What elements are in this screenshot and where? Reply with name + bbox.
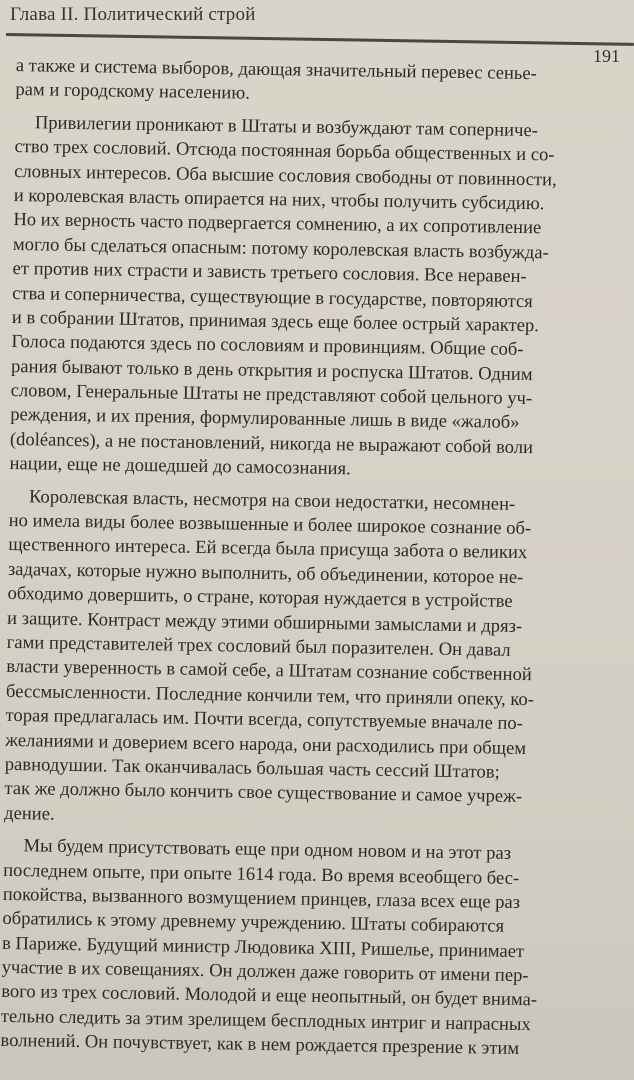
text-line: (doléances), а не постановлений, никогда не выражают собой воли <box>9 428 534 459</box>
text-line: участие в их совещаниях. Он должен даже говорить от имени пер- <box>1 956 529 987</box>
paragraph <box>4 485 609 836</box>
running-title: Глава II. Политический строй <box>10 4 256 25</box>
paragraph <box>15 54 616 112</box>
text-line: последнем опыте, при опыте 1614 года. Во время всеобщего бес- <box>3 859 520 889</box>
text-line: Привилегии проникают в Штаты и возбуждают там соперниче- <box>34 112 539 141</box>
paragraph <box>9 111 615 486</box>
text-line: а также и система выборов, дающая значительный перевес сенье- <box>15 54 537 85</box>
text-line: волнений. Он почувствует, как в нем рождается презрение к этим <box>0 1030 520 1060</box>
text-line: рам и городскому населению. <box>15 79 251 105</box>
text-line: тельно следить за этим зрелищем бесплодных интриг и напрасных <box>0 1005 531 1036</box>
text-line: власти уверенность в самой себе, а Штатам сознание собственной <box>6 656 532 686</box>
text-line: обходимо довершить, о стране, которая нуждается в устройстве <box>7 583 513 613</box>
text-line: ства и соперничества, существующие в государстве, повторяются <box>12 282 533 312</box>
text-line: Но их верность часто подвергается сомнению, а их сопротивление <box>13 209 542 239</box>
text-line: так же должно было кончить свое существование и самое учреж- <box>4 778 523 808</box>
text-line: гами представителей трех сословий был поразителен. Он давал <box>6 631 511 661</box>
text-line: бессмысленности. Последние кончили тем, что приняли опеку, ко- <box>5 680 535 710</box>
text-line: вого из трех сословий. Молодой и еще неопытный, он будет внима- <box>1 981 538 1011</box>
text-line: и в собрании Штатов, принимая здесь еще более острый характер. <box>11 306 540 337</box>
text-line: обратились к этому древнему учреждению. Штаты собираются <box>2 908 505 938</box>
running-header <box>10 4 624 30</box>
text-line: Голоса подаются здесь по сословиям и провинциям. Общие соб- <box>11 331 524 361</box>
text-line: Королевская власть, несмотря на свои недостатки, несомнен- <box>28 485 516 515</box>
text-line: ство трех сословий. Отсюда постоянная борьба общественных и со- <box>14 136 555 166</box>
text-line: в Париже. Будущий министр Людовика XIII, Ришелье, принимает <box>1 932 525 962</box>
body-text <box>0 54 616 1071</box>
text-line: ет против них страсти и зависть третьего сословия. Все неравен- <box>12 258 527 288</box>
text-line: дение. <box>3 802 55 825</box>
header-rule <box>6 33 634 46</box>
text-line: реждения, и их прения, формулированные лишь в виде «жалоб» <box>10 404 520 434</box>
text-line: и королевская власть опирается на них, чтобы получить субсидию. <box>13 184 545 215</box>
text-line: рания бывают только в день открытия и роспуска Штатов. Одним <box>10 355 533 385</box>
paragraph <box>0 834 603 1063</box>
text-line: Мы будем присутствовать еще при одном новом и на этот раз <box>23 835 512 864</box>
text-line: щественного интереса. Ей всегда была присуща забота о великих <box>8 534 528 564</box>
text-line: словных интересов. Оба высшие сословия свободны от повинности, <box>13 160 557 191</box>
text-line: и защите. Контраст между этими обширными замыслами и дряз- <box>6 607 523 637</box>
page-number: 191 <box>593 46 620 66</box>
text-line: покойства, вызванного возмущением принцев, глаза всех еще раз <box>2 883 521 913</box>
text-line: задачах, которые нужно выполнить, об объединении, которое не- <box>7 558 524 588</box>
text-line: равнодушии. Так оканчивалась большая часть сессий Штатов; <box>4 753 500 783</box>
text-line: но имела виды более возвышенные и более широкое сознание об- <box>8 509 532 540</box>
text-line: могло бы сделаться опасным: потому королевская власть возбужда- <box>12 233 549 264</box>
text-line: словом, Генеральные Штаты не представляют собой цельного уч- <box>10 380 533 410</box>
text-line: желаниями и доверием всего народа, они расходились при общем <box>5 729 527 759</box>
text-line: торая предлагалась им. Почти всегда, сопутствуемые вначале по- <box>5 705 524 735</box>
text-line: нации, еще не дошедшей до самосознания. <box>9 453 351 480</box>
